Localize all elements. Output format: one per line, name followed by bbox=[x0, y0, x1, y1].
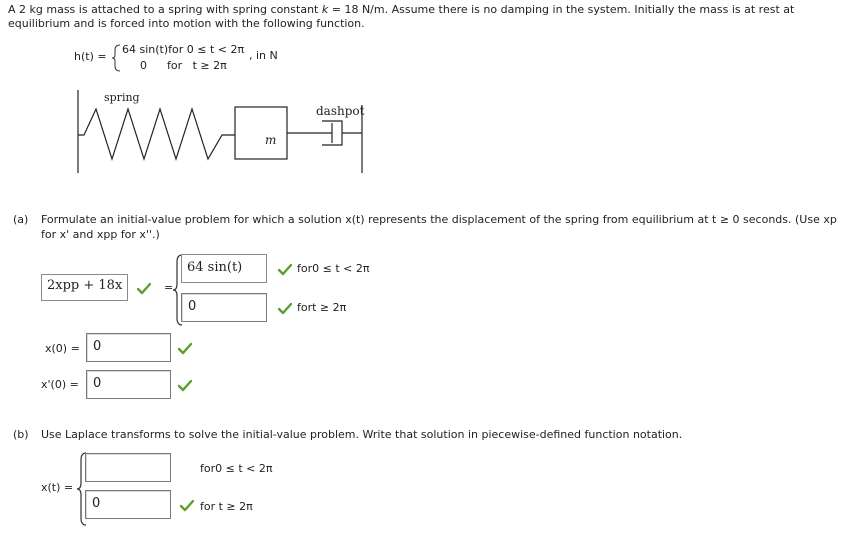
solution-lhs: x(t) = bbox=[41, 481, 74, 494]
piecewise-row2-field[interactable]: 0 bbox=[181, 293, 267, 322]
lhs-answer-field[interactable]: 2xpp + 18x bbox=[41, 274, 128, 301]
check-icon bbox=[178, 343, 192, 355]
forcing-row2-cond-prefix: for bbox=[167, 59, 183, 72]
part-a-label: (a) bbox=[13, 213, 29, 226]
solution-row2-cond-text: t ≥ 2π bbox=[218, 500, 253, 513]
piecewise-row1-field[interactable]: 64 sin(t) bbox=[181, 254, 267, 283]
part-a-text-line2: for x' and xpp for x''.) bbox=[41, 228, 160, 241]
solution-row1-cond-prefix: for bbox=[200, 462, 216, 475]
part-a-text-line1: Formulate an initial-value problem for which a solution x(t) represents the displacement of the spring from equilibrium at t ≥ 0 seconds. (Use xp bbox=[41, 213, 837, 226]
forcing-row2-expr: 0 bbox=[140, 59, 147, 72]
piecewise-row1-cond-prefix: for bbox=[297, 262, 313, 275]
forcing-row2-cond bbox=[167, 59, 227, 73]
piecewise-row1-cond bbox=[297, 262, 369, 276]
part-b-label: (b) bbox=[13, 428, 29, 441]
forcing-function-lhs: h(t) = bbox=[74, 50, 107, 63]
dashpot-label: dashpot bbox=[316, 104, 365, 118]
solution-row1-cond bbox=[200, 462, 272, 476]
k-variable: k bbox=[321, 3, 329, 16]
piecewise-row1-cond-text: 0 ≤ t < 2π bbox=[312, 262, 370, 275]
solution-row1-input[interactable] bbox=[85, 453, 171, 482]
mass-block bbox=[235, 107, 287, 159]
check-icon bbox=[137, 283, 151, 295]
part-b-text: Use Laplace transforms to solve the initial-value problem. Write that solution in piecewise-defined function notation. bbox=[41, 428, 683, 441]
piecewise-row2-cond-text: t ≥ 2π bbox=[312, 301, 347, 314]
intro-text-c: N/m. Assume there is no damping in the system. Initially the mass is at rest at bbox=[358, 3, 795, 16]
ic1-input[interactable]: 0 bbox=[86, 333, 171, 362]
intro-text-a: A 2 kg mass is attached to a spring with spring constant bbox=[8, 3, 322, 16]
intro-text-b: = bbox=[328, 3, 345, 16]
piecewise-row2-cond bbox=[297, 301, 346, 315]
problem-intro-line2: equilibrium and is forced into motion with the following function. bbox=[8, 17, 365, 30]
forcing-row1-expr: 64 sin(t) bbox=[122, 43, 169, 56]
forcing-unit: , in N bbox=[249, 49, 278, 62]
spring-label: spring bbox=[104, 91, 140, 104]
equals-sign: = bbox=[164, 281, 174, 294]
problem-intro-line1 bbox=[8, 3, 794, 17]
check-icon bbox=[178, 380, 192, 392]
forcing-row1-cond: 0 ≤ t < 2π bbox=[186, 43, 245, 56]
ic2-input[interactable]: 0 bbox=[86, 370, 171, 399]
check-icon bbox=[278, 303, 292, 315]
solution-row2-input[interactable]: 0 bbox=[85, 490, 171, 519]
check-icon bbox=[278, 264, 292, 276]
solution-row1-cond-text: 0 ≤ t < 2π bbox=[215, 462, 273, 475]
ic2-label: x'(0) = bbox=[41, 378, 79, 391]
mass-label: m bbox=[265, 133, 277, 147]
forcing-row1 bbox=[122, 43, 244, 57]
solution-row2-cond-prefix: for bbox=[200, 500, 216, 513]
forcing-row2-cond-text: t ≥ 2π bbox=[192, 59, 227, 72]
spring-coil bbox=[78, 109, 235, 159]
piecewise-row2-cond-prefix: for bbox=[297, 301, 313, 314]
ic1-label: x(0) = bbox=[45, 342, 80, 355]
solution-row2-cond bbox=[200, 500, 253, 514]
forcing-row1-cond-prefix: for bbox=[168, 43, 187, 56]
k-value: 18 bbox=[344, 3, 359, 16]
check-icon bbox=[180, 500, 194, 512]
